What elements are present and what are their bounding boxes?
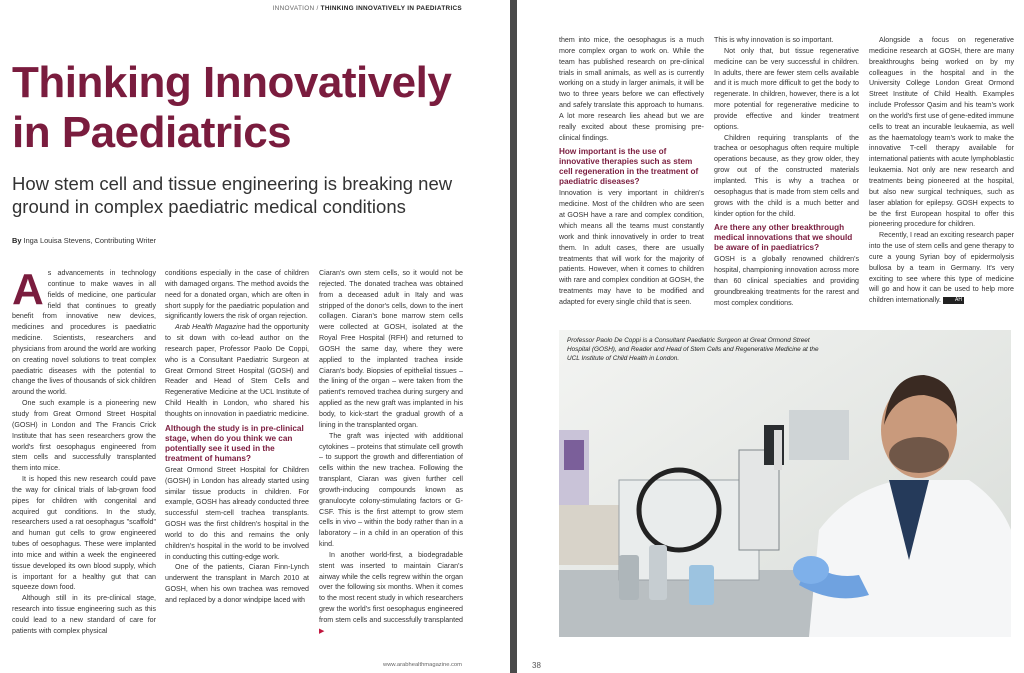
body-column: them into mice, the oesophagus is a much more complex organ to work on. While the team has published research on pre-clinical trials in small animals, as well as is currently working on a study in larger animals, it will be two to three years before we can effectively and safely translate this approach to humans. A lot more research lies ahead but we are really excited about these promising pre-clinical findings. How important is the use of innovative therapies such as stem cell regeneration in the treatment of paediatric diseases? Innovation is very important in children's medicine. Most of the children who are seen at GOSH have a rare and complex condition, which means all the teams must constantly work and think innovatively in order to treat them. In adult cases, there are usually treatments that will work for the majority of patients. However, when it comes to children with rare and complex condition at GOSH, the treatments may have to be modified and adapted for every single child that is seen. bbox=[559, 36, 704, 306]
body-column: This is why innovation is so important. Not only that, but tissue regenerative medicine can be very successful in children. In adults, there are fewer stem cells available and it is much more difficult to get the body to regenerate. In children, however, there is a lot more potential for regenerative medicine to provide effective and kinder treatment options. Children requiring transplants of the trachea or oesophagus often require multiple operations because, as they grow older, they grow out of the constructed materials implanted. This is why a trachea or oesophagus that is made from stem cells and grows with the child is a much better and kinder option for the child. Are there any other breakthrough medical innovations that we should be aware of in paediatrics? GOSH is a globally renowned children's hospital, championing innovation across more than 60 clinical specialties and providing groundbreaking treatments for the rarest and most complex conditions. bbox=[714, 36, 859, 307]
lab-photo-illustration bbox=[559, 330, 1011, 637]
article-headline bbox=[12, 58, 502, 158]
end-mark: AH bbox=[943, 297, 964, 304]
interview-question: Although the study is in pre-clinical stage, when do you think we can potentially see it used in the treatment of humans? bbox=[165, 423, 304, 463]
interview-question: How important is the use of innovative therapies such as stem cell regeneration in the treatment of paediatric diseases? bbox=[559, 147, 699, 187]
page-gutter bbox=[510, 0, 517, 673]
body-column: Ciaran's own stem cells, so it would not be rejected. The donated trachea was obtained from a deceased adult in Italy and was stripped of the donor's cells, down to the inert collagen. Ciaran's bone marrow stem cells were collected at GOSH, isolated at the Royal Free Hospital (RFH) and returned to GOSH the same day, where they were applied to the implanted trachea inside Ciaran's body. Biopsies of epithelial tissues – the lining of the organ – were taken from the patient's removed trachea during surgery and applied as the new graft was implanted in his body, to kick-start the gradual growth of a lining in the transplanted organ. The graft was injected with additional cytokines – proteins that stimulate cell growth – to support the growth and differentiation of cells within the new trachea. Following the transplant, Ciaran was given further cell growth-inducing compounds known as granulocyte colony-stimulating factors or G-CSF. This is the first attempt to grow stem cells in vivo – within the body rather than in a laboratory – in a child in an operation of this kind. In another world-first, a biodegradable stent was inserted to maintain Ciaran's airway while the cells regrew within the organ over the following six months. When it comes to the most recent study in which researchers grew the world's first oesophagus engineered from stem cells and successfully transplanted ▶ bbox=[319, 269, 463, 635]
body-column: Alongside a focus on regenerative medicine research at GOSH, there are many breakthroughs being worked on by my colleagues in the hospital and in the University College London Great Ormond Street Institute of Child Health. Examples include Professor Qasim and his team's work on the world's first use of gene-edited immune cells to treat an incurable leukaemia, as well as the haematology team's work to make the innovative T-cell therapy available for international patients with acute lymphoblastic leukaemia. Not only are new research and treatments being pioneered at the hospital, but also new surgical techniques, such as laser ablation for epilepsy. GOSH expects to be the first European hospital to offer this pioneering procedure for children. Recently, I read an exciting research paper into the use of stem cells and gene therapy to cure a young Syrian boy of epidermolysis bullosa by a team in Germany. It's very exciting to see where this type of medicine will go and how it can be used to help more children internationally. AH bbox=[869, 36, 1014, 305]
interview-question: Are there any other breakthrough medical innovations that we should be aware of in paediatrics? bbox=[714, 223, 853, 253]
standfirst: How stem cell and tissue engineering is breaking new ground in complex paediatric medical conditions bbox=[12, 173, 453, 217]
headline-line-1: Thinking Innovatively bbox=[12, 58, 452, 107]
page-number: 38 bbox=[532, 661, 541, 670]
headline-line-2: in Paediatrics bbox=[12, 108, 292, 157]
drop-cap: A bbox=[12, 265, 44, 314]
right-page bbox=[517, 0, 1024, 673]
photo-caption: Professor Paolo De Coppi is a Consultant Paediatric Surgeon at Great Ormond Street Hospital (GOSH), and Reader and Head of Stem Cells and Regenerative Medicine at the UCL Institute of Child Health in London. bbox=[567, 337, 819, 362]
body-column: As advancements in technology continue to make waves in all fields of medicine, one particular field that continues to greatly benefit from innovative new devices, medicines and procedures is paediatric medicine. Scientists, researchers and physicians from around the world are working on creating novel solutions to treat complex paediatric diseases with the potential to change the lives of thousands of sick children around the world. One such example is a pioneering new study from Great Ormond Street Hospital (GOSH) in London and The Francis Crick Institute that has seen researchers grow the world's first oesophagus engineered from stem cells and successfully transplanted them into mice. It is hoped this new research could pave the way for clinical trials of lab-grown food pipes for children with congenital and acquired gut conditions. In the study, researchers used a rat oesophagus "scaffold" and human gut cells to grow engineered tubes of oesophagus. These were implanted into mice and within a week the engineered tissue developed its own blood supply, which is important for a healthy gut that can squeeze down food. Although still in its pre-clinical stage, research into tissue engineering such as this could lead to a new standard of care for patients with complex physical bbox=[12, 265, 156, 635]
byline: By Inga Louisa Stevens, Contributing Writer bbox=[12, 236, 157, 245]
footer-url: www.arabhealthmagazine.com bbox=[383, 662, 462, 668]
professor-photo bbox=[559, 330, 1011, 637]
continue-arrow-icon: ▶ bbox=[319, 627, 325, 635]
left-page bbox=[0, 0, 510, 673]
body-column: conditions especially in the case of children with damaged organs. The method avoids the need for a donated organ, which are often in short supply for the paediatric population and significantly lowers the risk of organ rejection. Arab Health Magazine had the opportunity to sit down with co-lead author on the research paper, Professor Paolo De Coppi, who is a Consultant Paediatric Surgeon at Great Ormond Street Hospital (GOSH) and Reader and Head of Stem Cells and Regenerative Medicine at the UCL Institute of Child Health in London, who shared his thoughts on innovation in paediatric medicine. Although the study is in pre-clinical stage, when do you think we can potentially see it used in the treatment of humans? Great Ormond Street Hospital for Children (GOSH) in London has already started using similar tissue products in children. For example, GOSH has already conducted three successful stem-cell trachea transplants. GOSH was the first children's hospital in the world to do this and remains the only children's hospital in the world to be involved in conducting this cutting-edge work. One of the patients, Ciaran Finn-Lynch underwent the transplant in March 2010 at GOSH, when his own trachea was removed and replaced by a donor windpipe laced with bbox=[165, 269, 309, 604]
running-head: INNOVATION / THINKING INNOVATIVELY IN PAEDIATRICS bbox=[272, 5, 462, 12]
